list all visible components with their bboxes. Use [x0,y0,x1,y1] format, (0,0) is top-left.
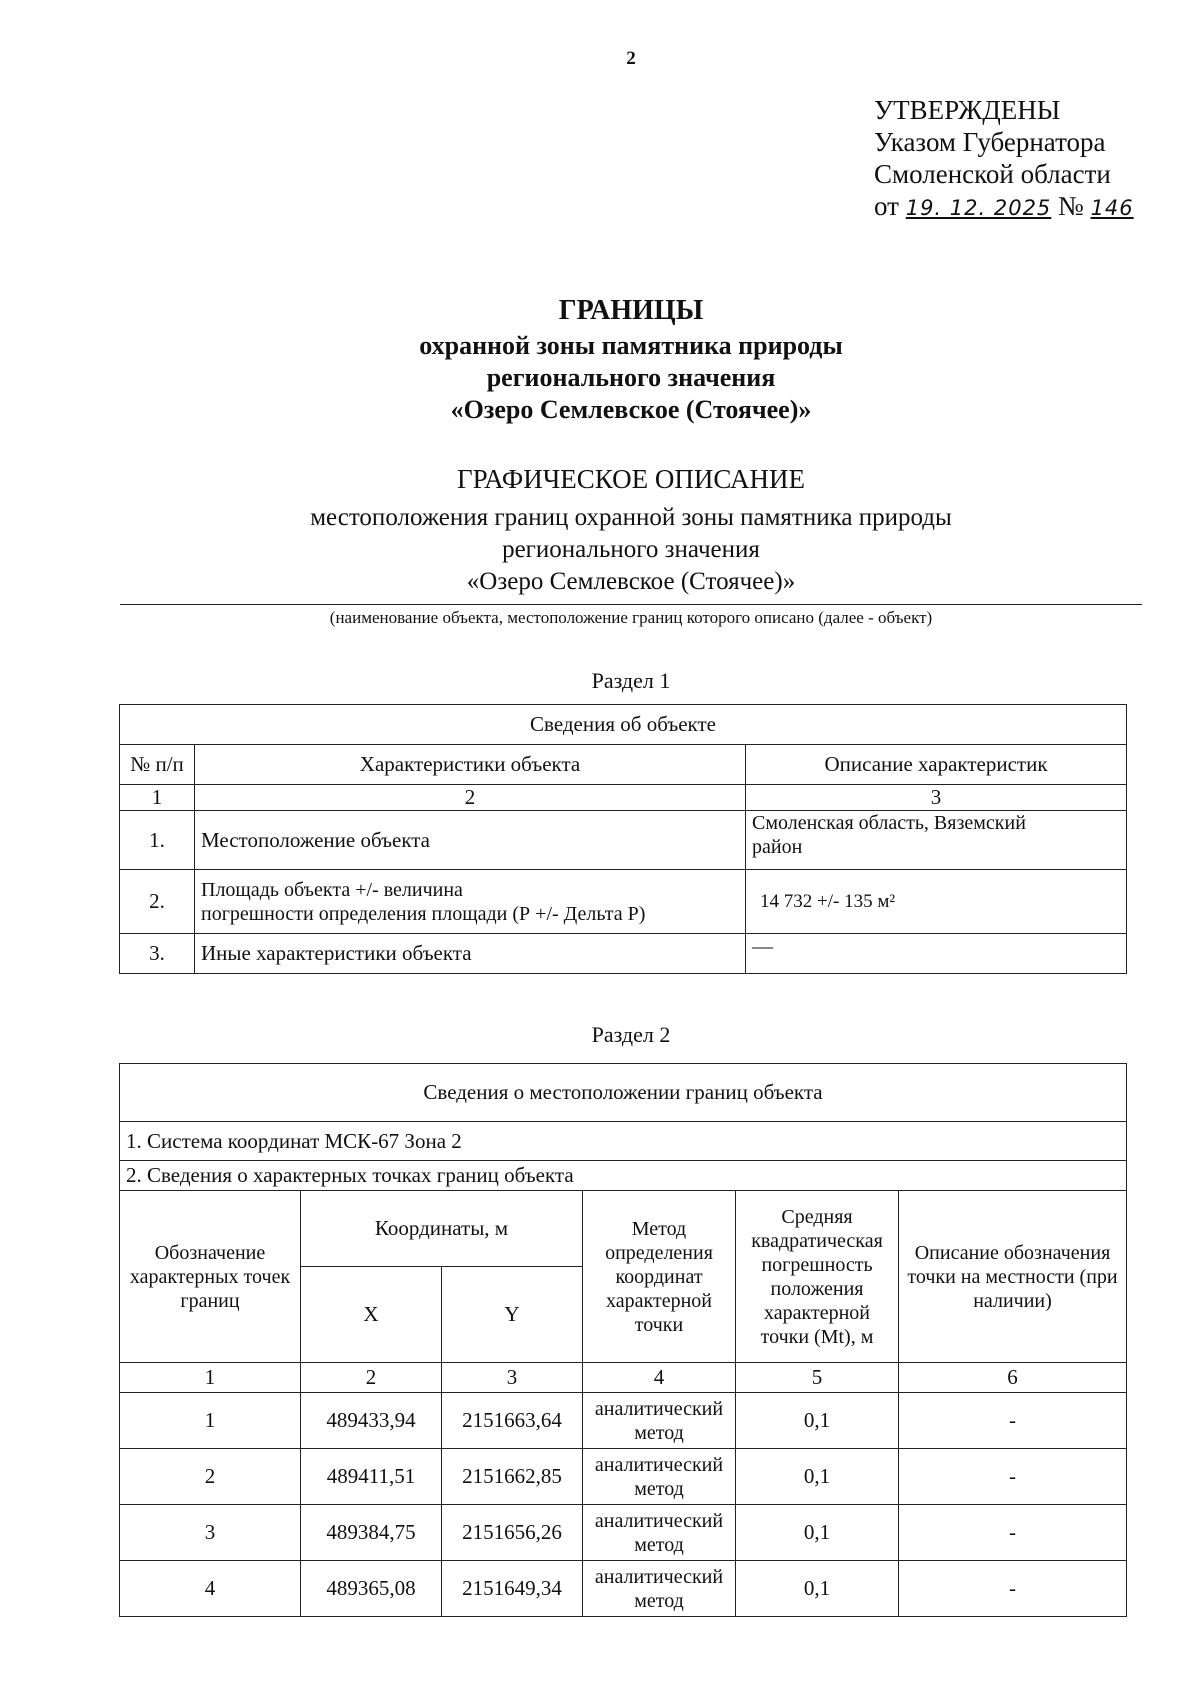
method-text: метод [634,1477,684,1500]
description-cell [746,870,1127,934]
row-number: 2. [120,870,195,934]
column-header: Характеристики объекта [195,745,746,785]
column-number: 2 [195,785,746,811]
coordinate-system: 1. Система координат МСК-67 Зона 2 [120,1122,1127,1161]
method-text: метод [634,1533,684,1556]
underline-rule [120,604,1142,605]
point-id: 2 [120,1449,301,1505]
table-title: Сведения о местоположении границ объекта [120,1064,1127,1122]
table-row [120,934,1127,974]
column-number: 4 [583,1363,736,1393]
date-prefix: от [874,191,899,221]
point-error: 0,1 [736,1449,899,1505]
column-header: Описание характеристик [746,745,1127,785]
characteristic-cell [195,870,746,934]
number-prefix: № [1058,191,1084,221]
point-description: - [899,1393,1127,1449]
description-text: 14 732 +/- 135 м² [760,890,896,912]
point-x: 489411,51 [301,1449,442,1505]
description-block [120,502,1142,598]
description-line-1: местоположения границ охранной зоны памятника природы [310,504,952,531]
point-y: 2151663,64 [442,1393,583,1449]
column-header: № п/п [120,745,195,785]
table-row [120,811,1127,870]
characteristic-text: Иные характеристики объекта [201,941,472,965]
description-text: Смоленская область, Вяземский [752,812,1026,834]
approval-block [874,94,1134,224]
point-y: 2151649,34 [442,1561,583,1617]
point-error: 0,1 [736,1561,899,1617]
characteristic-text: погрешности определения площади (Р +/- Дельта Р) [201,902,646,925]
point-id: 4 [120,1561,301,1617]
method-text: аналитический [594,1453,724,1476]
point-description: - [899,1449,1127,1505]
method-text: аналитический [594,1397,724,1420]
point-method [583,1505,736,1561]
header-y: Y [442,1267,583,1363]
characteristic-text: Площадь объекта +/- величина [201,878,463,901]
section-2-title: Раздел 2 [591,1022,671,1047]
characteristic-cell [195,934,746,974]
column-number: 2 [301,1363,442,1393]
table-row [120,1505,1127,1561]
title-line-2: регионального значения [486,363,776,392]
point-method [583,1449,736,1505]
point-x: 489384,75 [301,1505,442,1561]
method-text: аналитический [594,1509,724,1532]
section-1-title: Раздел 1 [591,668,671,693]
method-text: аналитический [594,1565,724,1588]
column-number: 6 [899,1363,1127,1393]
approval-line-2: Указом Губернатора [874,127,1106,157]
point-y: 2151656,26 [442,1505,583,1561]
column-number: 1 [120,1363,301,1393]
object-info-table [119,704,1127,974]
title-line-1: охранной зоны памятника природы [419,331,843,360]
handwritten-number: 146 [1090,196,1134,220]
point-id: 1 [120,1393,301,1449]
table-row [120,1561,1127,1617]
header-coordinates: Координаты, м [301,1191,583,1267]
approval-line-1: УТВЕРЖДЕНЫ [874,95,1061,125]
point-method [583,1561,736,1617]
point-method [583,1393,736,1449]
title-block [120,330,1142,426]
title-heading: ГРАНИЦЫ [558,295,704,326]
header-description: Описание обозначения точки на местности (при наличии) [899,1191,1127,1363]
description-heading: ГРАФИЧЕСКОЕ ОПИСАНИЕ [456,464,806,494]
point-id: 3 [120,1505,301,1561]
description-text: район [752,836,803,858]
row-number: 3. [120,934,195,974]
method-text: метод [634,1589,684,1612]
characteristic-cell [195,811,746,870]
approval-date-line [874,190,1134,224]
characteristic-text: Местоположение объекта [201,827,431,852]
header-error: Средняя квадратическая погрешность положения характерной точки (Mt), м [736,1191,899,1363]
header-method: Метод определения координат характерной точки [583,1191,736,1363]
table-row [120,1449,1127,1505]
point-error: 0,1 [736,1505,899,1561]
header-designation: Обозначение характерных точек границ [120,1191,301,1363]
description-line-2: регионального значения [502,536,760,563]
method-text: метод [634,1421,684,1444]
point-description: - [899,1561,1127,1617]
point-y: 2151662,85 [442,1449,583,1505]
table-title: Сведения об объекте [120,705,1127,745]
description-line-3: «Озеро Семлевское (Стоячее)» [466,568,796,595]
description-text: — [752,934,773,958]
point-error: 0,1 [736,1393,899,1449]
table-row [120,870,1127,934]
table-row [120,1393,1127,1449]
description-cell [746,934,1127,974]
handwritten-date: 19. 12. 2025 [905,196,1052,220]
column-number: 5 [736,1363,899,1393]
approval-line-3: Смоленской области [874,159,1111,189]
point-x: 489365,08 [301,1561,442,1617]
header-x: X [301,1267,442,1363]
column-number: 3 [442,1363,583,1393]
row-number: 1. [120,811,195,870]
title-line-3: «Озеро Семлевское (Стоячее)» [450,395,812,424]
column-number: 1 [120,785,195,811]
page-number: 2 [626,48,636,69]
point-x: 489433,94 [301,1393,442,1449]
point-description: - [899,1505,1127,1561]
boundary-points-table [119,1063,1127,1617]
description-caption: (наименование объекта, местоположение границ которого описано (далее - объект) [329,608,933,627]
description-cell [746,811,1127,870]
column-number: 3 [746,785,1127,811]
points-title: 2. Сведения о характерных точках границ объекта [120,1161,1127,1191]
